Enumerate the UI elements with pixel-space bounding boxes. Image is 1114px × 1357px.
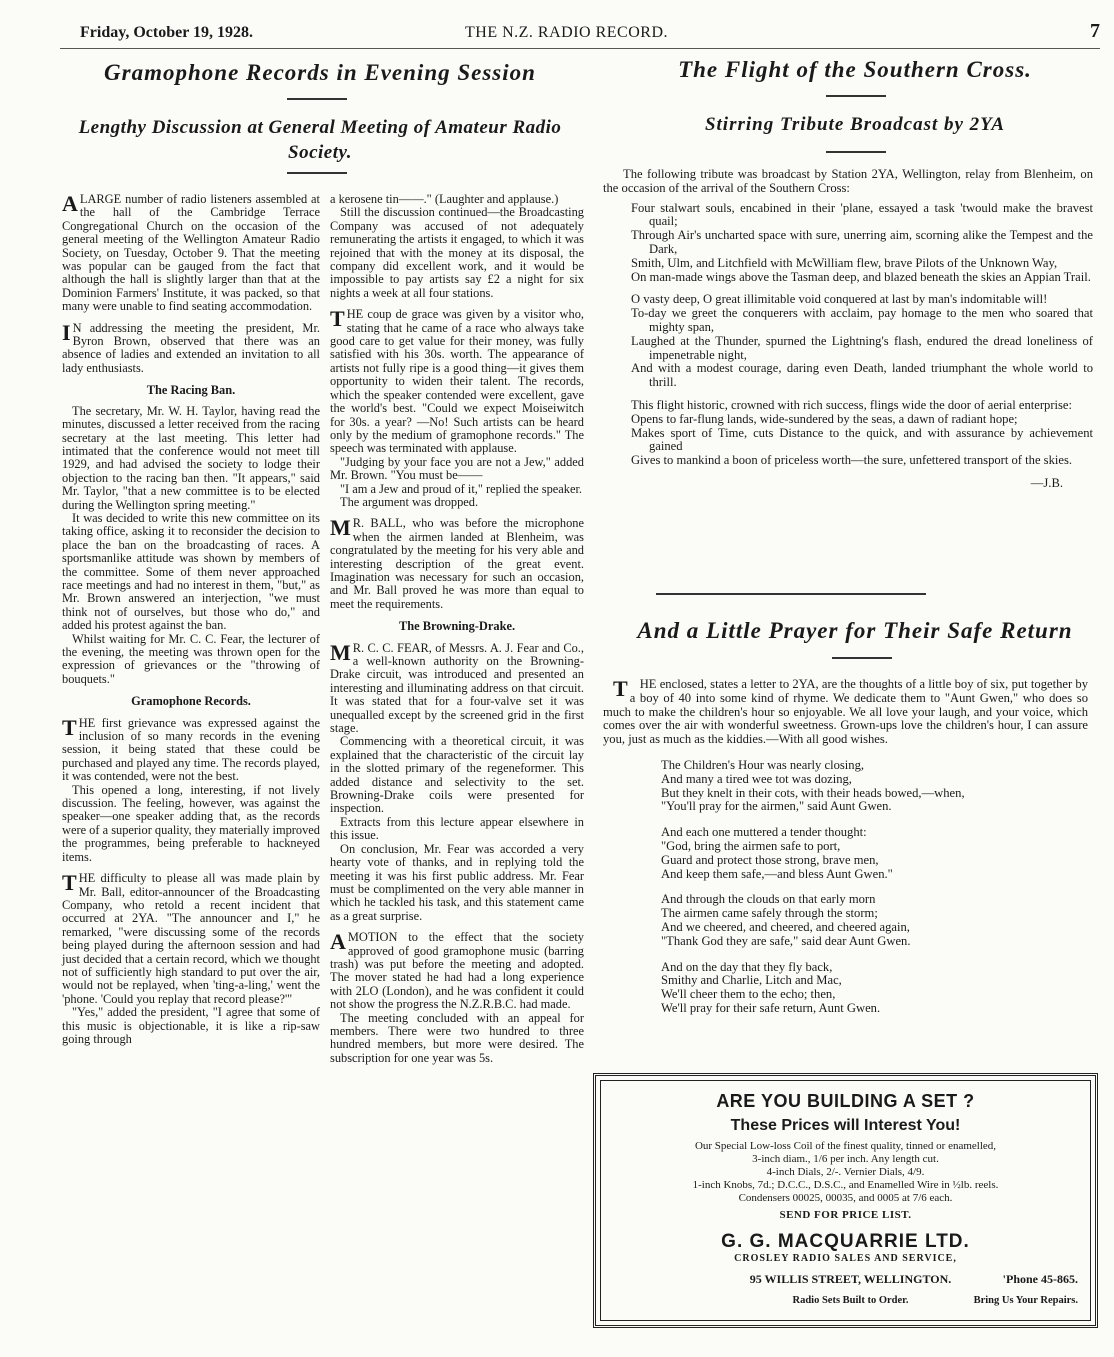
poem-line: Through Air's uncharted space with sure, unerring aim, scorning alike the Tempest and the Dark,	[631, 228, 1093, 256]
advertisement-inner	[600, 1080, 1091, 1321]
ad-prices	[601, 1140, 1090, 1205]
poem-line: We'll pray for their safe return, Aunt Gwen.	[661, 1000, 881, 1015]
paragraph	[62, 714, 320, 784]
section-subhead: The Browning-Drake.	[398, 619, 516, 634]
left-article-column-2	[330, 193, 584, 1065]
ad-phone: 'Phone 45-865.	[1002, 1272, 1078, 1286]
masthead-rule	[60, 48, 1100, 49]
paragraph-text: Whilst waiting for Mr. C. C. Fear, the lecturer of the evening, the meeting was thrown open for the expression of grievances or the "throwing of bouquets."	[62, 631, 320, 686]
poem-line: Four stalwart souls, encabined in their 'plane, essayed a task 'twould make the bravest quail;	[631, 200, 1093, 229]
drop-cap: M	[330, 515, 351, 541]
tribute-poem	[603, 202, 1093, 468]
paragraph	[62, 1006, 320, 1046]
stanza	[661, 893, 1088, 948]
right-subheadline: Stirring Tribute Broadcast by 2YA	[704, 114, 1006, 135]
right-subheadline-rule	[826, 151, 886, 153]
poem-line: Smith, Ulm, and Litchfield with McWilliam flew, brave Pilots of the Unknown Way,	[631, 255, 1058, 270]
stanza	[603, 202, 1093, 285]
stanza	[603, 293, 1093, 390]
drop-cap: A	[330, 929, 346, 955]
poem-line: But they knelt in their cots, with their heads bowed,—when,	[661, 785, 965, 800]
poem-line: O vasty deep, O great illimitable void conquered at last by man's indomitable will!	[631, 292, 1048, 307]
paragraph-text: The argument was dropped.	[340, 494, 479, 509]
stanza	[661, 961, 1088, 1016]
poem-line: We'll cheer them to the echo; then,	[661, 987, 836, 1002]
poem-line: And with a modest courage, daring even Death, landed triumphant the whole world to thrill.	[631, 361, 1093, 390]
poem-line: Makes sport of Time, cuts Distance to the quick, and with assurance by achievement gained	[631, 425, 1093, 454]
drop-cap: T	[62, 714, 77, 740]
poem-line: On man-made wings above the Tasman deep, and blazed beneath the skies an Appian Trail.	[631, 269, 1091, 284]
poem-line: "You'll pray for the airmen," said Aunt Gwen.	[661, 799, 892, 814]
prayer-headline-rule	[832, 657, 892, 659]
paragraph	[330, 206, 584, 300]
left-headline: Gramophone Records in Evening Session	[104, 60, 536, 85]
paragraph	[330, 517, 584, 611]
paragraph-text: MOTION to the effect that the society approved of good gramophone music (barring trash) was put before the meeting and adopted. The mover stated he had had a long experience with 2LO (London), and he was confident it could not show the progress the N.Z.R.B.C. had made.	[330, 930, 584, 1012]
ad-tagline: CROSLEY RADIO SALES AND SERVICE,	[734, 1253, 957, 1264]
poem-line: To-day we greet the conquerers with acclaim, pay homage to the men who soared that mighty span,	[631, 306, 1093, 334]
paragraph-text: "Yes," added the president, "I agree that some of this music is objectionable, it is like a rip-saw going through	[62, 1005, 320, 1046]
paragraph	[62, 784, 320, 864]
tribute-intro: The following tribute was broadcast by Station 2YA, Wellington, relay from Blenheim, on the occasion of the arrival of the Southern Cross:	[603, 167, 1093, 195]
right-headline-rule	[826, 95, 886, 97]
paragraph	[330, 931, 584, 1011]
right-headline: The Flight of the Southern Cross.	[678, 57, 1032, 82]
ad-company-name: G. G. MACQUARRIE LTD.	[721, 1231, 970, 1252]
tribute-body	[603, 168, 1093, 491]
paragraph-text: Still the discussion continued—the Broadcasting Company was accused of not adequately remunerating the artists it engaged, to which it was rejoined that with the money at its disposal, the company did excellent work, and it would be impossible to pay artists say £2 a night for six nights a week at all four stations.	[330, 205, 584, 300]
drop-cap: T	[62, 870, 77, 896]
poem-line: The airmen came safely through the storm;	[661, 906, 878, 921]
left-article-column-1	[62, 193, 320, 1046]
prayer-poem	[661, 759, 1088, 1016]
ad-footer-right: Bring Us Your Repairs.	[973, 1295, 1078, 1306]
paragraph	[330, 308, 584, 455]
drop-cap: A	[62, 191, 78, 216]
stanza	[661, 759, 1088, 814]
ad-footer-left: Radio Sets Built to Order.	[792, 1295, 909, 1306]
paragraph	[62, 193, 320, 314]
paragraph	[330, 816, 584, 843]
poem-line: Gives to mankind a boon of priceless worth—the sure, unfettered transport of the skies.	[631, 453, 1073, 468]
ad-price-line: 3-inch diam., 1/6 per inch. Any length cut.	[752, 1153, 939, 1165]
paragraph-text: On conclusion, Mr. Fear was accorded a very hearty vote of thanks, and in replying told the meeting it was his first public address. Mr. Fear must be complimented on the very able manner in which he tackled his task, and this statement came as a great surprise.	[330, 841, 584, 923]
ad-price-line: 4-inch Dials, 2/-. Vernier Dials, 4/9.	[766, 1166, 925, 1178]
paragraph	[62, 512, 320, 633]
paragraph-text: HE coup de grace was given by a visitor who, stating that he came of a race who always take good care to get value for their money, was fully satisfied with his 30s. worth. The appearance of artists not fully ripe is a good thing—it gives them opportunity to widen their talent. The records, which the speaker contended were excellent, gave the world's best. "Could we expect Moiseiwitch for 30s. a year? —No! Such artists can be heard only by the medium of gramophone records." The speech was terminated with applause.	[330, 307, 584, 456]
ad-price-line: 1-inch Knobs, 7d.; D.C.C., D.S.C., and Enamelled Wire in ½lb. reels.	[692, 1179, 999, 1191]
stanza	[603, 399, 1093, 468]
paragraph	[330, 735, 584, 815]
prayer-dropcap: T	[613, 676, 628, 701]
poem-line: "God, bring the airmen safe to port,	[661, 838, 841, 853]
poem-line: Smithy and Charlie, Litch and Mac,	[661, 973, 842, 988]
ad-address-row	[623, 1272, 1078, 1287]
drop-cap: T	[330, 306, 345, 332]
paragraph-text: It was decided to write this new committee on its taking office, asking it to reconsider the decision to place the ban on the broadcasting of races. A sportsmanlike attitude was shown by members of the committee. Some of them never approached race meetings and had no interest in them, "but," as Mr. Brown answered an interjection, "we must think not of ourselves, but those who do," and added his protest against the ban.	[62, 510, 320, 633]
prayer-intro-text: HE enclosed, states a letter to 2YA, are the thoughts of a little boy of six, put together by a boy of 40 into some kind of rhyme. We dedicate them to "Aunt Gwen," who does so much to make the children's hour so enjoyable. We all love your laugh, and your voice, which comes over the air with wonderful sweetness. Grown-ups love the children's hour, I can assure you, just as much as the kiddies.—With all good wishes.	[603, 677, 1088, 747]
paragraph-text: The secretary, Mr. W. H. Taylor, having read the minutes, discussed a letter received from the racing secretary at the last meeting. This letter had intimated that the conference would not meet till 1929, and had advised the society to lodge their objection to the racing ban then. "It appears," said Mr. Taylor, "that a new committee is to be elected during the Wellington spring meeting."	[62, 403, 320, 512]
paragraph	[62, 405, 320, 512]
prayer-headline: And a Little Prayer for Their Safe Return	[637, 618, 1073, 643]
ad-address: 95 WILLIS STREET, WELLINGTON.	[749, 1272, 952, 1286]
poem-line: And keep them safe,—and bless Aunt Gwen."	[661, 866, 893, 881]
masthead	[80, 20, 1100, 46]
prayer-body	[603, 678, 1088, 1028]
section-subhead: The Racing Ban.	[146, 383, 236, 398]
ad-headline: ARE YOU BUILDING A SET ?	[716, 1091, 975, 1111]
poem-line: "Thank God they are safe," said dear Aunt Gwen.	[661, 933, 911, 948]
poem-line: Guard and protect those strong, brave men,	[661, 852, 879, 867]
poem-line: Laughed at the Thunder, spurned the Lightning's flash, endured the dread loneliness of impenetrable night,	[631, 333, 1093, 362]
paragraph-text: R. BALL, who was before the microphone when the airmen landed at Blenheim, was congratulated by the meeting for his very able and interesting description of the great event. Imagination was necessary for such an occasion, and Mr. Ball proved he was more than equal to meet the requirements.	[330, 516, 584, 611]
paragraph	[62, 319, 320, 376]
paragraph-text: LARGE number of radio listeners assembled at the hall of the Cambridge Terrace Congregational Church on the occasion of the general meeting of the Wellington Amateur Radio Society, on Tuesday, October 9. That the meeting was popular can be gauged from the fact that although the hall is slightly larger than that at the Dominion Farmers' Institute, it was packed, so that many were unable to find seating accommodation.	[62, 192, 320, 314]
paragraph	[330, 483, 584, 496]
paragraph	[62, 872, 320, 1006]
paragraph-text: R. C. C. FEAR, of Messrs. A. J. Fear and Co., a well-known authority on the Browning-Drake circuit, was introduced and presented an interesting and illuminating address on that circuit. It was stated that for a four-valve set it was unequalled except by the screened grid in the first stage.	[330, 640, 584, 736]
paragraph-text: HE first grievance was expressed against the inclusion of so many records in the evening session, it being stated that these could be purchased and played any time. The records played, it was contended, were not the best.	[62, 715, 320, 784]
paragraph-text: Commencing with a theoretical circuit, it was explained that the characteristic of the circuit lay in the slotted primary of the regeneformer. This added distance and selectivity to the set. Browning-Drake coils were presented for inspection.	[330, 734, 584, 816]
paragraph	[330, 1012, 584, 1066]
poem-line: This flight historic, crowned with rich success, flings wide the door of aerial enterprise:	[631, 397, 1073, 412]
paragraph-text: This opened a long, interesting, if not lively discussion. The feeling, however, was against the speaker—one speaker adding that, as the records were of a superior quality, they materially improved the programmes, being preferable to hackneyed items.	[62, 782, 320, 864]
paragraph-text: "Judging by your face you are not a Jew," added Mr. Brown. "You must be——	[330, 454, 584, 483]
ad-price-line: Condensers 00025, 00035, and 0005 at 7/6 each.	[738, 1192, 953, 1204]
left-subheadline-rule	[287, 172, 347, 174]
stanza	[661, 826, 1088, 881]
left-subheadline: Lengthy Discussion at General Meeting of Amateur Radio Society.	[78, 117, 562, 163]
paragraph-text: a kerosene tin——." (Laughter and applause.)	[330, 192, 559, 206]
poem-line: The Children's Hour was nearly closing,	[661, 757, 865, 772]
paragraph-text: Extracts from this lecture appear elsewhere in this issue.	[330, 814, 584, 843]
ad-footer-row	[623, 1295, 1078, 1306]
ad-price-list-call: SEND FOR PRICE LIST.	[779, 1209, 912, 1221]
prayer-intro	[603, 678, 1088, 747]
paragraph	[330, 193, 584, 206]
drop-cap: I	[62, 319, 71, 345]
ad-subheadline: These Prices will Interest You!	[730, 1117, 961, 1134]
paragraph-text: The meeting concluded with an appeal for members. There were two hundred to three hundred members, but more were desired. The subscription for one year was 5s.	[330, 1010, 584, 1065]
paragraph-text: N addressing the meeting the president, Mr. Byron Brown, observed that there was an absence of ladies and extended an invitation to all lady enthusiasts.	[62, 320, 320, 375]
poem-line: And through the clouds on that early morn	[661, 892, 876, 907]
poem-line: And each one muttered a tender thought:	[661, 825, 867, 840]
poem-line: And we cheered, and cheered, and cheered again,	[661, 919, 910, 934]
paragraph	[330, 496, 584, 509]
issue-date: Friday, October 19, 1928.	[80, 24, 254, 41]
section-divider	[656, 593, 926, 595]
paragraph	[330, 456, 584, 483]
advertisement	[593, 1073, 1098, 1328]
paragraph-text: HE difficulty to please all was made plain by Mr. Ball, editor-announcer of the Broadcasting Company, who retold a recent incident that occurred at 2YA. "The announcer and I," he remarked, "were discussing some of the records being played during the afternoon session and had just decided that a certain record, which we thought not of sufficiently high standard to put over the air, would not be replayed, when 'ting-a-ling,' went the 'phone. 'Could you replay that record please?'"	[62, 871, 320, 1006]
tribute-signature: —J.B.	[1030, 475, 1063, 490]
poem-line: Opens to far-flung lands, wide-sundered by the seas, a dawn of radiant hope;	[631, 411, 1018, 426]
page-number: 7	[1090, 20, 1100, 42]
paper-title: THE N.Z. RADIO RECORD.	[465, 24, 668, 41]
paragraph	[330, 843, 584, 923]
poem-line: And on the day that they fly back,	[661, 959, 833, 974]
left-headline-rule	[287, 98, 347, 100]
poem-line: And many a tired wee tot was dozing,	[661, 771, 852, 786]
paragraph-text: "I am a Jew and proud of it," replied the speaker.	[340, 481, 583, 496]
section-subhead: Gramophone Records.	[131, 694, 251, 709]
drop-cap: M	[330, 639, 351, 665]
paragraph	[330, 639, 584, 736]
paragraph	[62, 633, 320, 687]
ad-price-line: Our Special Low-loss Coil of the finest quality, tinned or enamelled,	[694, 1140, 997, 1152]
